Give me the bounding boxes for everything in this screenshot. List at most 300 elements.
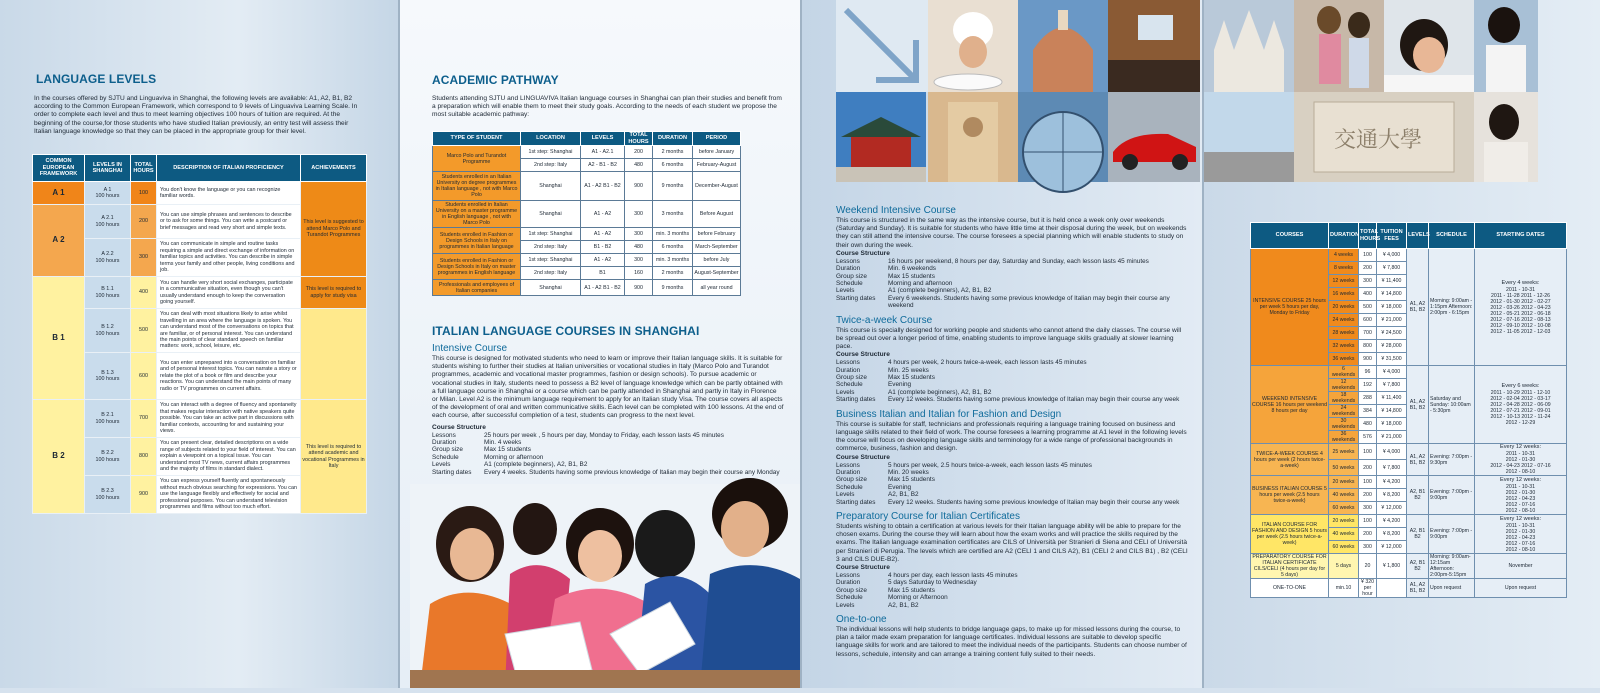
total-hours: 100 (1359, 476, 1377, 489)
tuition-fee: ¥ 4,200 (1377, 476, 1407, 489)
structure-key: Schedule (836, 483, 863, 491)
duration: 20 weeks (1329, 301, 1359, 314)
period: December-August (693, 172, 741, 201)
panel-language-levels (0, 0, 398, 688)
duration: 6 months (653, 159, 693, 172)
location: Shanghai (521, 201, 581, 228)
achievement-empty (301, 309, 367, 400)
start-date: 2012 - 01-30 (1505, 489, 1536, 496)
start-date: 2012 - 01-30 (1505, 528, 1536, 535)
academic-pathway-heading: ACADEMIC PATHWAY (432, 73, 559, 87)
course-name: TWICE-A-WEEK COURSE 4 hours per week (2 hours twice-a-week) (1251, 444, 1329, 476)
tuition-fee: ¥ 7,800 (1377, 262, 1407, 275)
total-hours: ¥ 320 per hour (1359, 579, 1377, 598)
schedule-row (1251, 515, 1567, 528)
period: before July (693, 254, 741, 267)
course-structure-title: Course Structure (836, 351, 890, 359)
language-levels-heading: LANGUAGE LEVELS (36, 72, 157, 86)
structure-key: Levels (432, 461, 451, 469)
proficiency-desc: You don't know the language or you can recognize familiar words. (157, 182, 301, 205)
cathedral-facade-photo (928, 92, 1018, 182)
structure-value: Every 12 weeks. Students having some previous knowledge of Italian may begin their course any week (888, 498, 1180, 506)
period: before February (693, 228, 741, 241)
pavilion-photo (836, 92, 926, 182)
start-date: 2011 - 10-31 (1505, 483, 1536, 490)
total-hours: 300 (625, 228, 653, 241)
total-hours: 100 (131, 182, 157, 205)
structure-value: Every 12 weeks. Students having some previous knowledge of Italian may begin their course any week (888, 396, 1180, 404)
level-cell (85, 400, 131, 438)
total-hours: 500 (131, 309, 157, 353)
course-name: ONE-TO-ONE (1251, 579, 1329, 598)
level-code: B 2.1 (101, 412, 114, 419)
duration: min.10 (1329, 579, 1359, 598)
structure-value: A1 (complete beginners), A2, B1, B2 (888, 287, 992, 295)
total-hours: 480 (1359, 418, 1377, 431)
chef-photo (928, 0, 1018, 92)
cef-level: B 1 (33, 277, 85, 400)
structure-key: Schedule (836, 381, 863, 389)
start-date: 2011 - 10-31 (1505, 522, 1536, 529)
achievement: This level is suggested to attend Marco Polo and Turandot Programmes (301, 182, 367, 277)
tuition-fee: ¥ 28,000 (1377, 340, 1407, 353)
structure-key: Starting dates (836, 396, 876, 404)
start-date: 2012 - 01-30 (1505, 457, 1536, 463)
pathway-row (433, 228, 741, 241)
level-cell (85, 277, 131, 309)
level-cell (85, 353, 131, 400)
level-hours: 100 hours (95, 456, 120, 463)
schedule-row (1251, 554, 1567, 579)
svg-text:交通大學: 交通大學 (1334, 128, 1423, 153)
shoppers-photo (1294, 0, 1384, 92)
duration: 3 months (653, 201, 693, 228)
starting-dates (1475, 366, 1567, 444)
duration: 2 months (653, 267, 693, 280)
start-date: 2012 - 08-10 (1505, 469, 1536, 475)
structure-value: 4 hours per week, 2 hours twice-a-week, each lesson lasts 45 minutes (888, 359, 1087, 367)
panel-schedule (1204, 0, 1600, 688)
location: Shanghai (521, 172, 581, 201)
total-hours: 400 (1359, 288, 1377, 301)
total-hours: 96 (1359, 366, 1377, 379)
total-hours: 300 (1359, 275, 1377, 288)
structure-value: Max 15 students (484, 446, 531, 454)
total-hours: 300 (625, 254, 653, 267)
start-date: 2012 - 04-23 2012 - 07-16 (1490, 463, 1551, 469)
levels: A1, A2 B1, B2 (1407, 444, 1429, 476)
structure-value: Max 15 students (888, 374, 935, 382)
level-hours: 100 hours (95, 257, 120, 264)
duration: min. 3 months (653, 254, 693, 267)
start-date: 2012 - 10-13 2012 - 11-24 (1490, 414, 1551, 420)
location: 1st step: Shanghai (521, 254, 581, 267)
tuition-fee: ¥ 18,000 (1377, 301, 1407, 314)
pathway-row (433, 172, 741, 201)
schedule-row (1251, 249, 1567, 262)
schedule-time: Evening: 7:00pm - 9:00pm (1429, 515, 1475, 554)
panel-course-descriptions (802, 0, 1202, 688)
start-date: 2012 - 07-16 (1505, 540, 1536, 547)
structure-key: Group size (836, 374, 867, 382)
tuition-fee: ¥ 12,000 (1377, 502, 1407, 515)
period: Before August (693, 201, 741, 228)
tuition-fee: ¥ 7,800 (1377, 460, 1407, 476)
language-levels-table (32, 154, 367, 514)
duration: 60 weeks (1329, 541, 1359, 554)
structure-key: Group size (836, 586, 867, 594)
student-writing-photo (1384, 0, 1474, 92)
total-hours: 384 (1359, 405, 1377, 418)
panel-academic-pathway (400, 0, 800, 688)
structure-key: Levels (836, 287, 855, 295)
prep-course-text: Students wishing to obtain a certification at various levels for their Italian language ability will be able to prepare for the chosen exams. During the course they will learn about how the exam works and will practice the skills required by the exams. The Italian language examination certificates are CILS of Università per Stranieri di Siena and CELI of Università per Stranieri di Perugia. The levels which are certified are A2 (CELI 1 and CILS A2), B1 (CELI 2 and CILS B1) , B2 (CELI 3 and CILS DUE-B2). (836, 522, 1188, 563)
dates-title: Every 12 weeks: (1499, 515, 1542, 522)
col-header: COURSES (1251, 223, 1329, 249)
structure-key: Starting dates (836, 294, 876, 302)
location: Shanghai (521, 280, 581, 296)
level-hours: 100 hours (95, 418, 120, 425)
tuition-fee: ¥ 14,800 (1377, 405, 1407, 418)
structure-key: Schedule (836, 594, 863, 602)
structure-value: Every 6 weekends. Students having some previous knowledge of Italian may begin their course any weekend (888, 294, 1170, 310)
milan-cathedral-photo (1204, 0, 1294, 92)
start-date: 2012 - 12-29 (1505, 420, 1536, 426)
total-hours: 800 (1359, 340, 1377, 353)
student-type: Students enrolled in Fashion or Design Schools in Italy on programmes in Italian language (433, 228, 521, 254)
start-date: 2012 - 09-10 2012 - 10-08 (1490, 322, 1551, 329)
levels: A1 - A2 (581, 254, 625, 267)
start-date: 2012 - 03-26 2012 - 04-23 (1490, 304, 1551, 311)
start-date: Upon request (1504, 585, 1537, 591)
start-date: 2011 - 10-31 (1505, 451, 1536, 457)
total-hours: 300 (131, 239, 157, 277)
proficiency-desc: You can enter unprepared into a conversation on familiar and of personal interest topics. You can narrate a story or relate the plot of a book or film and describe your reactions. You can understand the main points of many radio or TV programmes on current affairs. (157, 353, 301, 400)
course-structure-list (836, 359, 1188, 403)
courses-heading: ITALIAN LANGUAGE COURSES IN SHANGHAI (432, 324, 700, 338)
total-hours: 100 (1359, 515, 1377, 528)
duration: 8 weeks (1329, 262, 1359, 275)
weekend-course-title: Weekend Intensive Course (836, 205, 956, 216)
structure-value: 4 hours per day, each lesson lasts 45 minutes (888, 571, 1018, 579)
total-hours: 200 (1359, 460, 1377, 476)
intensive-course-section (432, 338, 784, 476)
one-to-one-title: One-to-one (836, 614, 887, 625)
structure-value: Evening (888, 381, 912, 389)
col-header: TYPE OF STUDENT (433, 132, 521, 146)
col-header: COMMON EUROPEAN FRAMEWORK (33, 155, 85, 182)
period: before January (693, 146, 741, 159)
duration: 4 weeks (1329, 249, 1359, 262)
duration: 36 weeks (1329, 353, 1359, 366)
structure-key: Levels (836, 388, 855, 396)
structure-key: Lessons (836, 257, 860, 265)
structure-key: Lessons (836, 571, 860, 579)
start-date: 2012 - 04-28 2012 - 06-09 (1490, 402, 1551, 408)
level-code: A 1 (103, 186, 112, 193)
level-code: A 2.2 (101, 251, 114, 258)
student-type: Students enrolled in an Italian University on degree programmes in Italian language , not with Marco Polo (433, 172, 521, 201)
proficiency-desc: You can deal with most situations likely to arise whilst travelling in an area where the language is spoken. You can understand most of the conversations on topics that are familiar, or of personal interest. You can understand the main points of clear standard speech on familiar matters: work, school, leisure, etc. (157, 309, 301, 353)
teacher-photo (1474, 0, 1538, 92)
tuition-fee: ¥ 14,800 (1377, 288, 1407, 301)
schedule-row (1251, 579, 1567, 598)
tuition-fee: ¥ 21,000 (1377, 314, 1407, 327)
ferrari-photo (1108, 92, 1200, 182)
proficiency-desc: You can interact with a degree of fluency and spontaneity that makes regular interaction with native speakers quite possible. You can take an active part in discussions with familiar contexts, accounting for and sustaining your views. (157, 400, 301, 438)
structure-value: 16 hours per weekend, 8 hours per day, Saturday and Sunday, each lesson lasts 45 minutes (888, 257, 1149, 265)
student-type: Students enrolled in Italian University on a master programme in English language , not with Marco Polo (433, 201, 521, 228)
total-hours: 600 (131, 353, 157, 400)
total-hours: 200 (131, 205, 157, 239)
tuition-fee: ¥ 31,500 (1377, 353, 1407, 366)
tuition-fee: ¥ 7,800 (1377, 379, 1407, 392)
cef-level: A 1 (33, 182, 85, 205)
pathway-row (433, 201, 741, 228)
tuition-fee: ¥ 18,000 (1377, 418, 1407, 431)
total-hours: 288 (1359, 392, 1377, 405)
duration: 6 weekends (1329, 366, 1359, 379)
structure-value: Morning or afternoon (484, 453, 544, 461)
language-levels-intro: In the courses offered by SJTU and Linguaviva in Shanghai, the following levels are available: A1, A2, B1, B2 according to the Common European Framework, which correspond to 9 levels of Linguaviva Learning Scale. In order to complete each level and thus to meet learning objectives 100 hours of tuition are required. At the beginning of the course,for those students who have studied Italian previously, an entry test will assess their Italian language knowledge so that they can be placed in the appropriate group for their level. (34, 95, 358, 135)
arrow-graphic (836, 0, 928, 92)
weekend-course-text: This course is structured in the same way as the intensive course, but it is held once a week only over weekends (Saturday and Sunday). It is suitable for students who have little time at their disposal during the week, but on weekends they can still attend the intensive course. The course foresees a special planning which will enable students to study on their own during the week. (836, 217, 1187, 249)
starting-dates (1475, 579, 1567, 598)
period: February-August (693, 159, 741, 172)
tuition-fee: ¥ 4,000 (1377, 444, 1407, 460)
structure-value: 25 hours per week , 5 hours per day, Monday to Friday, each lesson lasts 45 minutes (484, 431, 724, 439)
starting-dates (1475, 554, 1567, 579)
weekend-course-section (836, 200, 1188, 659)
total-hours: 100 (1359, 444, 1377, 460)
level-cell (85, 476, 131, 514)
total-hours: 200 (1359, 262, 1377, 275)
intensive-course-title: Intensive Course (432, 343, 508, 354)
structure-value: A1 (complete beginners), A2, B1, B2 (888, 388, 992, 396)
pathway-row (433, 254, 741, 267)
structure-value: Max 15 students (888, 476, 935, 484)
structure-key: Group size (836, 272, 867, 280)
location: 2nd step: Italy (521, 159, 581, 172)
total-hours: 200 (1359, 489, 1377, 502)
structure-value: 5 days Saturday to Wednesday (888, 579, 977, 587)
location: 2nd step: Italy (521, 241, 581, 254)
schedule-row (1251, 476, 1567, 489)
cef-level: A 2 (33, 205, 85, 277)
levels: A2, B1 B2 (1407, 476, 1429, 515)
schedule-table (1250, 222, 1567, 598)
duration: 40 weeks (1329, 489, 1359, 502)
col-header: SCHEDULE (1429, 223, 1475, 249)
prep-course-title: Preparatory Course for Italian Certificates (836, 510, 1020, 522)
levels: A2, B1 B2 (1407, 515, 1429, 554)
business-course-text: This course is suitable for staff, technicians and professionals requiring a language training focused on business and language skills related to their field of work. The course foresees a learning programme at A1 level in the following levels the course will focus on developing language skills and terminology for a wide range of professional backgrounds in commerce, business, fashion and design. (836, 420, 1187, 453)
start-date: 2012 - 07-16 2012 - 08-13 (1490, 316, 1551, 323)
total-hours: 900 (625, 280, 653, 296)
schedule-time: Evening: 7:00pm - 9:00pm (1429, 476, 1475, 515)
duration: 9 months (653, 280, 693, 296)
structure-value: Min. 25 weeks (888, 366, 929, 374)
levels: B1 (581, 267, 625, 280)
tuition-fee: ¥ 4,200 (1377, 515, 1407, 528)
start-date: 2012 - 11-05 2012 - 12-03 (1490, 328, 1551, 335)
levels: A2 - B1 - B2 (581, 159, 625, 172)
starting-dates (1475, 476, 1567, 515)
duration: min. 3 months (653, 228, 693, 241)
total-hours: 20 (1359, 554, 1377, 579)
location: 2nd step: Italy (521, 267, 581, 280)
course-name: ITALIAN COURSE FOR FASHION AND DESIGN 5 hours per week (2.5 hours twice-a-week) (1251, 515, 1329, 554)
level-cell (85, 239, 131, 277)
structure-key: Duration (432, 439, 457, 447)
schedule-time: Morning: 9:00am - 1:15pm Afternoon: 2:00pm - 6:15pm (1429, 249, 1475, 366)
duration: 12 weeks (1329, 275, 1359, 288)
levels: A2, B1 B2 (1407, 554, 1429, 579)
level-hours: 100 hours (95, 193, 120, 199)
structure-value: Min. 4 weeks (484, 439, 522, 447)
level-code: B 2.3 (101, 488, 114, 495)
period: all year round (693, 280, 741, 296)
col-header: TOTAL HOURS (1359, 223, 1377, 249)
location: 1st step: Shanghai (521, 146, 581, 159)
dates-title: Every 12 weeks: (1499, 476, 1542, 483)
academic-pathway-intro: Students attending SJTU and LINGUAVIVA Italian language courses in Shanghai can plan their studies and benefit from a preparation which will enable them to meet their study goals. According to the needs of each student we propose the most suitable academic pathway: (432, 95, 782, 119)
structure-value: Max 15 students (888, 272, 935, 280)
structure-key: Levels (836, 491, 855, 499)
student-type: Marco Polo and Turandot Programme (433, 146, 521, 172)
schedule-time: Upon request (1429, 579, 1475, 598)
total-hours: 200 (625, 146, 653, 159)
schedule-row (1251, 366, 1567, 379)
col-header: TOTAL HOURS (131, 155, 157, 182)
duration: 30 weekends (1329, 418, 1359, 431)
starting-dates (1475, 249, 1567, 366)
dates-title: Every 4 weeks: (1501, 279, 1540, 286)
tuition-fee: ¥ 12,000 (1377, 541, 1407, 554)
total-hours: 300 (625, 201, 653, 228)
classroom-photo (1108, 0, 1200, 92)
start-date: 2012 - 07-21 2012 - 09-01 (1490, 408, 1551, 414)
total-hours: 100 (1359, 249, 1377, 262)
structure-key: Group size (432, 446, 463, 454)
dates-title: Every 12 weeks: (1499, 444, 1542, 450)
levels: A1 - A2 B1 - B2 (581, 280, 625, 296)
student-type: Students enrolled in Fashion or Design Schools in Italy on master programmes in English language (433, 254, 521, 280)
structure-key: Duration (836, 468, 861, 476)
period: August-September (693, 267, 741, 280)
duration: 6 months (653, 241, 693, 254)
galleria-dome-photo (1018, 92, 1108, 182)
duration: 32 weeks (1329, 340, 1359, 353)
level-code: B 1.3 (101, 369, 114, 376)
duration: 24 weekends (1329, 405, 1359, 418)
business-course-title: Business Italian and Italian for Fashion and Design (836, 408, 1062, 420)
total-hours: 576 (1359, 431, 1377, 444)
proficiency-desc: You can handle very short social exchanges, participate in a communicative situation, even though you can't usually understand enough to keep the conversation going yourself. (157, 277, 301, 309)
proficiency-desc: You can express yourself fluently and spontaneously without much obvious searching for expressions. You can use the language flexibly and effectively for social and professional purposes. You can understand television programmes and films without too much effort. (157, 476, 301, 514)
student-type: Professionals and employees of Italian companies (433, 280, 521, 296)
levels: A1 - A2 B1 - B2 (581, 172, 625, 201)
start-date: 2011 - 10-29 2011 - 12-10 (1490, 390, 1551, 396)
levels: A1, A2 B1, B2 (1407, 579, 1429, 598)
location: 1st step: Shanghai (521, 228, 581, 241)
dates-title: Every 6 weeks: (1501, 383, 1540, 389)
schedule-time: Evening: 7:00pm - 9:30pm (1429, 444, 1475, 476)
duration: 2 months (653, 146, 693, 159)
structure-value: Every 4 weeks. Students having some previous knowledge of Italian may begin their course any Monday (484, 468, 780, 476)
total-hours: 500 (1359, 301, 1377, 314)
col-header: STARTING DATES (1475, 223, 1567, 249)
start-date: 2012 - 04-23 (1505, 495, 1536, 502)
duomo-photo (1018, 0, 1108, 92)
tuition-fee: ¥ 1,800 (1377, 554, 1407, 579)
tuition-fee: ¥ 8,200 (1377, 489, 1407, 502)
schedule-time: Saturday and Sunday: 10:00am - 5:30pm (1429, 366, 1475, 444)
total-hours: 480 (625, 159, 653, 172)
structure-key: Schedule (432, 453, 459, 461)
start-date: 2012 - 08-10 (1505, 507, 1536, 514)
tuition-fee: ¥ 24,500 (1377, 327, 1407, 340)
calligraphy-student-photo (1474, 92, 1538, 182)
course-name: INTENSIVE COURSE 25 hours per week 5 hours per day, Monday to Friday (1251, 249, 1329, 366)
duration: 25 weeks (1329, 444, 1359, 460)
twice-course-text: This course is specially designed for working people and students who cannot attend the daily classes. The course will be spread out over a longer period of time, enabling students to improve language skills gradually at slower learning pace. (836, 326, 1182, 351)
pathway-row (433, 280, 741, 296)
proficiency-desc: You can use simple phrases and sentences to describe or to ask for some things. You can write a postcard or brief messages and read very short and simple texts. (157, 205, 301, 239)
duration: 28 weeks (1329, 327, 1359, 340)
duration: 20 weeks (1329, 515, 1359, 528)
course-structure-list (432, 432, 784, 476)
col-header: LEVELS (581, 132, 625, 146)
duration: 50 weeks (1329, 460, 1359, 476)
start-date: 2012 - 04-23 (1505, 534, 1536, 541)
structure-key: Lessons (432, 431, 456, 439)
col-header: LOCATION (521, 132, 581, 146)
structure-key: Levels (836, 601, 855, 609)
total-hours: 192 (1359, 379, 1377, 392)
tuition-fee: ¥ 8,200 (1377, 528, 1407, 541)
achievement: This level is required to apply for study visa (301, 277, 367, 309)
course-structure-list (836, 258, 1188, 310)
structure-value: A2, B1, B2 (888, 491, 919, 499)
structure-key: Group size (836, 476, 867, 484)
duration: 9 months (653, 172, 693, 201)
cars-photo (1204, 92, 1294, 182)
pathway-row (433, 146, 741, 159)
structure-value: A1 (complete beginners), A2, B1, B2 (484, 461, 588, 469)
levels: A1 - A2.1 (581, 146, 625, 159)
duration: 5 days (1329, 554, 1359, 579)
level-code: B 1.2 (101, 324, 114, 331)
level-hours: 100 hours (95, 221, 120, 228)
level-cell (85, 309, 131, 353)
period: March-September (693, 241, 741, 254)
start-date: 2011 - 10-31 (1505, 286, 1536, 293)
structure-key: Schedule (836, 280, 863, 288)
level-hours: 100 hours (95, 330, 120, 337)
twice-course-title: Twice-a-week Course (836, 314, 933, 326)
level-code: A 2.1 (101, 215, 114, 222)
duration: 16 weeks (1329, 288, 1359, 301)
tuition-fee: ¥ 11,400 (1377, 392, 1407, 405)
total-hours: 400 (131, 277, 157, 309)
start-date: 2012 - 01-30 2012 - 02-27 (1490, 298, 1551, 305)
levels: B1 - B2 (581, 241, 625, 254)
structure-value: 5 hours per week, 2.5 hours twice-a-week, each lesson lasts 45 minutes (888, 461, 1092, 469)
start-date: 2012 - 08-10 (1505, 546, 1536, 553)
total-hours: 300 (1359, 502, 1377, 515)
course-structure-title: Course Structure (836, 249, 890, 257)
